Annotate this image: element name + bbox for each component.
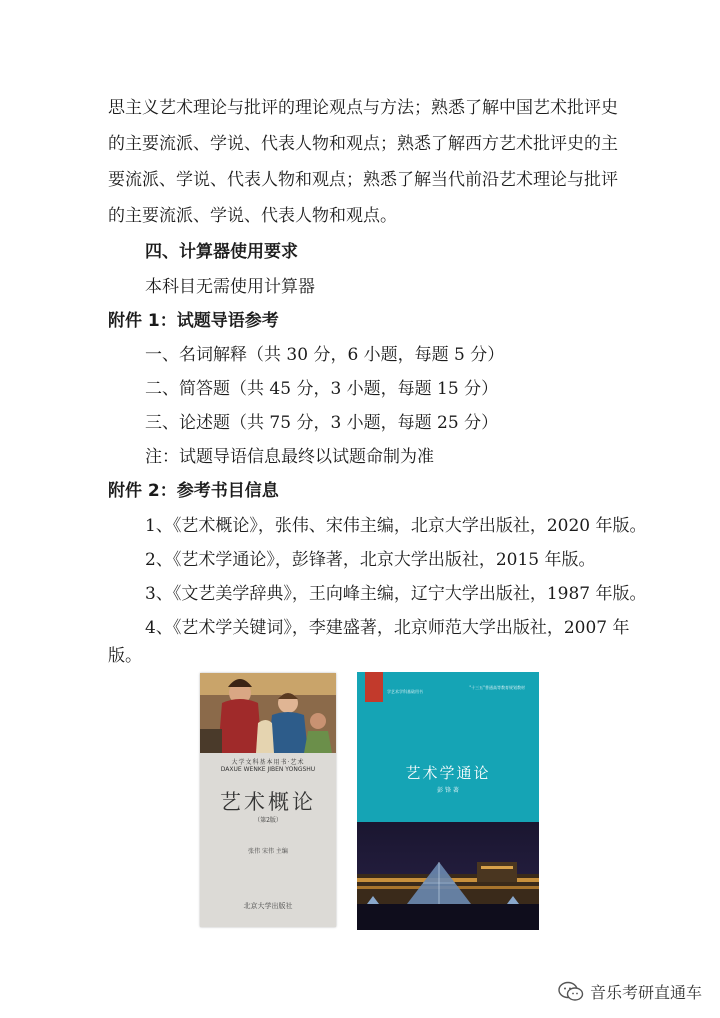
cover2-title: 艺术学通论	[405, 764, 491, 782]
cover1-publisher: 北京大学出版社	[243, 902, 293, 910]
cover1-edition: （第2版）	[254, 817, 282, 824]
wechat-icon	[558, 981, 584, 1003]
cover2-series: 学艺术学科基础用书	[387, 689, 423, 694]
book-cover-art-studies-general	[357, 672, 539, 930]
cover1-title: 艺术概论	[220, 790, 316, 814]
intro-paragraph: 思主义艺术理论与批评的理论观点与方法；熟悉了解中国艺术批评史的主要流派、学说、代表人物和观点；熟悉了解西方艺术批评史的主要流派、学说、代表人物和观点；熟悉了解当代前沿艺术理论与批评的主要流派、学说、代表人物和观点。	[108, 98, 618, 226]
appendix1-heading: 附件 1：试题导语参考	[108, 311, 279, 331]
appendix1-item: 三、论述题（共 75 分，3 小题，每题 25 分）	[145, 413, 499, 433]
cover2-project: "十三五"普通高等教育规划教材	[469, 685, 525, 690]
section4-text: 本科目无需使用计算器	[145, 277, 315, 297]
appendix1-item: 二、简答题（共 45 分，3 小题，每题 15 分）	[145, 379, 499, 399]
appendix1-note: 注：试题导语信息最终以试题命制为准	[145, 447, 434, 467]
cover2-author: 彭 锋 著	[437, 787, 459, 794]
section4-heading: 四、计算器使用要求	[145, 242, 298, 262]
cover1-authors: 张伟 宋伟 主编	[248, 848, 288, 855]
cover1-series: 大学文科基本用书·艺术	[231, 759, 305, 766]
book-entry: 4、《艺术学关键词》，李建盛著，北京师范大学出版社，2007 年	[145, 618, 630, 638]
cover2-louvre-night-image	[357, 822, 539, 930]
cover2-top-panel	[357, 672, 539, 822]
watermark	[558, 980, 702, 1003]
appendix1-item: 一、名词解释（共 30 分，6 小题，每题 5 分）	[145, 345, 505, 365]
cover2-red-badge	[365, 672, 383, 702]
appendix2-heading: 附件 2：参考书目信息	[108, 481, 279, 501]
book-entry-wrap: 版。	[108, 646, 142, 666]
book-cover-art-introduction	[200, 673, 336, 927]
book-entry: 2、《艺术学通论》，彭锋著，北京大学出版社，2015 年版。	[145, 550, 596, 570]
cover1-series-en: DAXUE WENKE JIBEN YONGSHU	[220, 766, 316, 773]
watermark-text: 音乐考研直通车	[589, 983, 702, 1002]
book-entry: 3、《文艺美学辞典》，王向峰主编，辽宁大学出版社，1987 年版。	[145, 584, 647, 604]
book-entry: 1、《艺术概论》，张伟、宋伟主编，北京大学出版社，2020 年版。	[145, 516, 647, 536]
cover-painting-image	[200, 673, 336, 753]
